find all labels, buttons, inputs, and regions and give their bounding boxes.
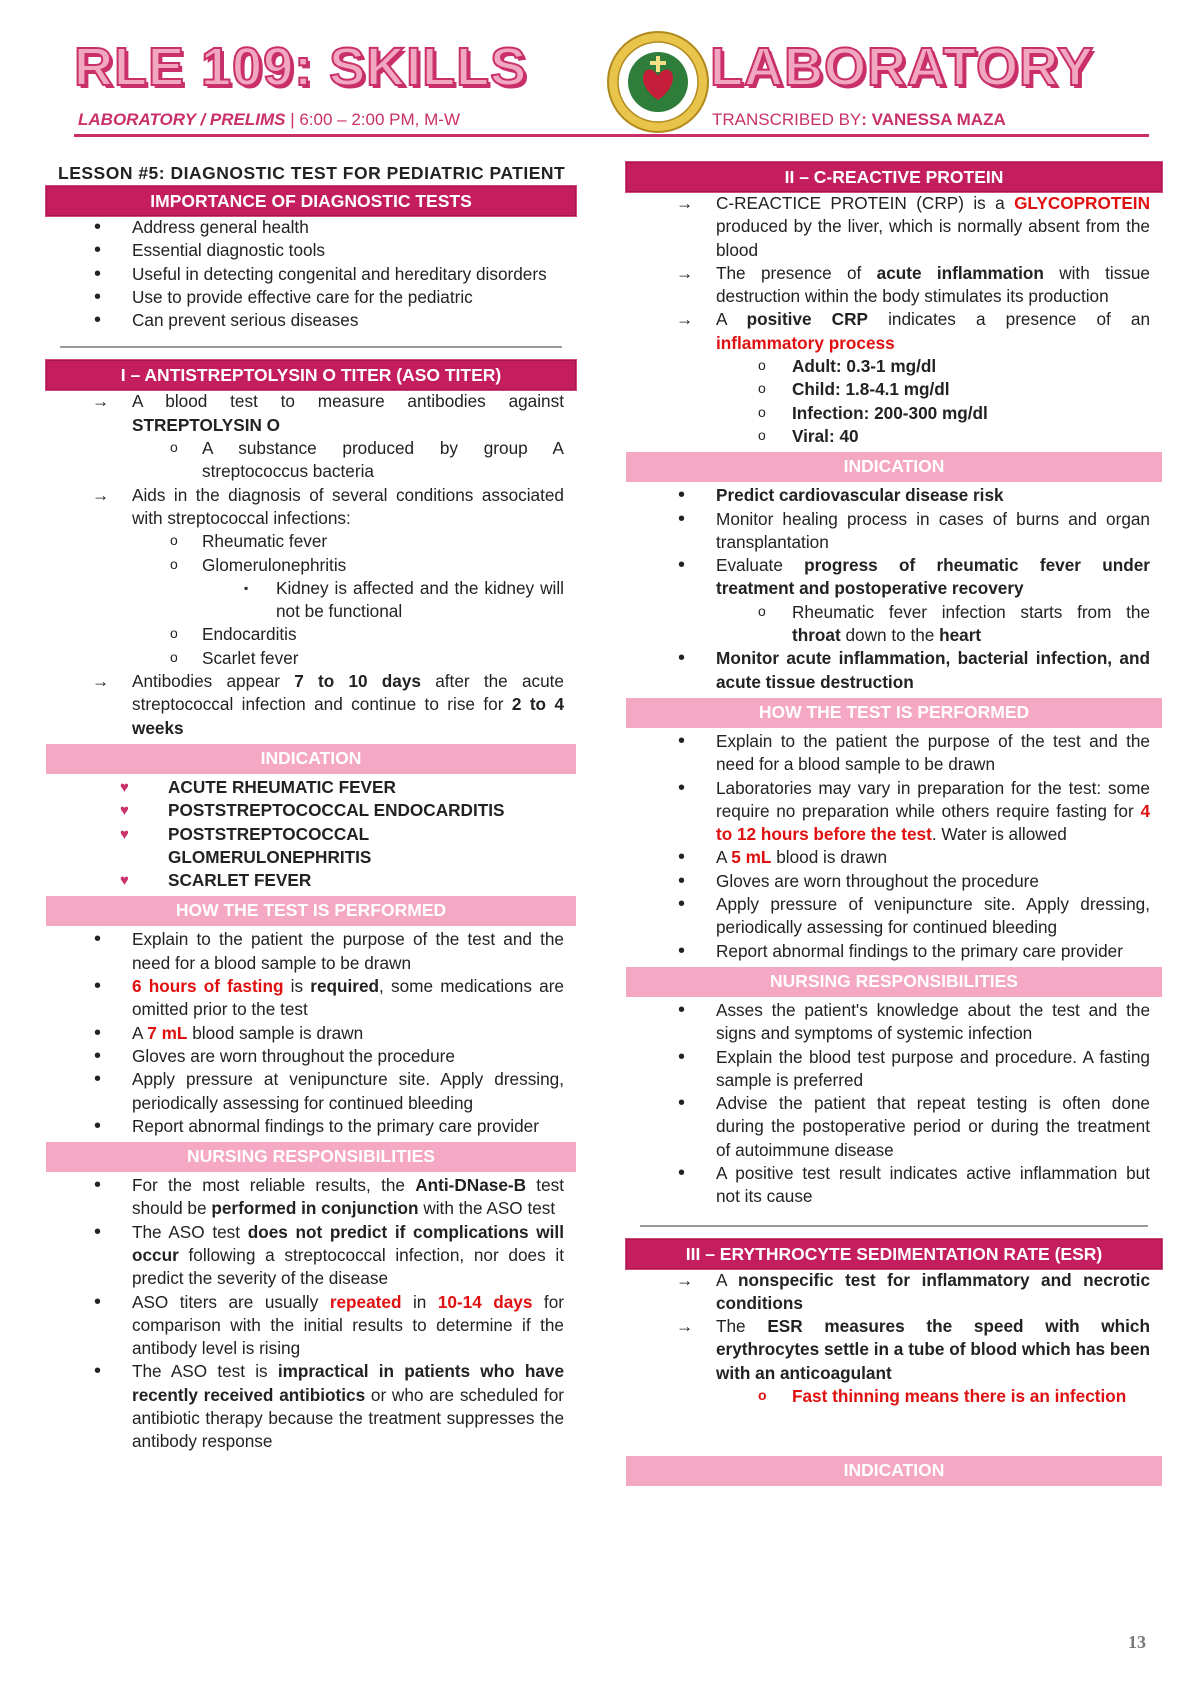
list-item: • A 5 mL blood is drawn [626,846,1162,869]
list-item: • Apply pressure of venipuncture site. Apply dressing, periodically assessing for continued bleeding [626,893,1162,940]
how-header: HOW THE TEST IS PERFORMED [46,896,576,926]
list-item: • Explain the blood test purpose and procedure. A fasting sample is preferred [626,1046,1162,1093]
section-divider [640,1225,1148,1227]
list-item: • Gloves are worn throughout the procedure [46,1045,576,1068]
esr-list [626,1269,1162,1409]
list-item: o Child: 1.8-4.1 mg/dl [626,378,1162,401]
list-item: → The presence of acute inflammation with tissue destruction within the body stimulates its production [626,262,1162,309]
list-item: • A positive test result indicates active inflammation but not its cause [626,1162,1162,1209]
list-item: o Rheumatic fever [46,530,576,553]
esr-header: III – ERYTHROCYTE SEDIMENTATION RATE (ESR) [626,1239,1162,1269]
list-item: • Asses the patient's knowledge about the test and the signs and symptoms of systemic infection [626,999,1162,1046]
list-item: • Can prevent serious diseases [46,309,576,332]
list-item: • Essential diagnostic tools [46,239,576,262]
list-item: • Explain to the patient the purpose of the test and the need for a blood sample to be drawn [626,730,1162,777]
list-item: • ASO titers are usually repeated in 10-14 days for comparison with the initial results to determine if the antibody level is rising [46,1291,576,1361]
list-item: • Evaluate progress of rheumatic fever under treatment and postoperative recovery [626,554,1162,601]
crp-header: II – C-REACTIVE PROTEIN [626,162,1162,192]
nursing-list [626,999,1162,1209]
course-title: RLE 109: SKILLS [74,37,528,97]
indication-header: INDICATION [46,744,576,774]
list-item: o Endocarditis [46,623,576,646]
list-item: • Apply pressure at venipuncture site. Apply dressing, periodically assessing for continued bleeding [46,1068,576,1115]
list-item: • Monitor acute inflammation, bacterial infection, and acute tissue destruction [626,647,1162,694]
page-number: 13 [1128,1632,1146,1652]
list-item: → A positive CRP indicates a presence of an inflammatory process [626,308,1162,355]
nursing-header: NURSING RESPONSIBILITIES [626,967,1162,997]
page-header [60,28,1155,140]
indication-header: INDICATION [626,1456,1162,1486]
aso-header: I – ANTISTREPTOLYSIN O TITER (ASO TITER) [46,360,576,390]
list-item: • Monitor healing process in cases of burns and organ transplantation [626,508,1162,555]
school-seal-logo [606,30,710,134]
transcriber: TRANSCRIBED BY: VANESSA MAZA [712,110,1006,129]
aso-list [46,390,576,739]
list-item: o Adult: 0.3-1 mg/dl [626,355,1162,378]
how-list [46,928,576,1138]
indication-list [46,776,576,892]
how-header: HOW THE TEST IS PERFORMED [626,698,1162,728]
list-item: o Glomerulonephritis [46,554,576,577]
list-item: → A nonspecific test for inflammatory and necrotic conditions [626,1269,1162,1316]
list-item: • Advise the patient that repeat testing is often done during the postoperative period or during the treatment of autoimmune disease [626,1092,1162,1162]
list-item: ♥ SCARLET FEVER [46,869,576,892]
crp-list [626,192,1162,448]
list-item: → A blood test to measure antibodies against STREPTOLYSIN O [46,390,576,437]
list-item: • The ASO test is impractical in patients who have recently received antibiotics or who are scheduled for antibiotic therapy because the treatment suppresses the antibody response [46,1360,576,1453]
list-item: ▪ Kidney is affected and the kidney will not be functional [46,577,576,624]
indication-list [626,484,1162,694]
list-item: • Useful in detecting congenital and hereditary disorders [46,263,576,286]
left-column [46,162,576,1454]
list-item: ♥ POSTSTREPTOCOCCAL GLOMERULONEPHRITIS [46,823,576,870]
list-item: • Explain to the patient the purpose of the test and the need for a blood sample to be drawn [46,928,576,975]
list-item: → Aids in the diagnosis of several conditions associated with streptococcal infections: [46,484,576,531]
list-item: • Report abnormal findings to the primary care provider [626,940,1162,963]
list-item: o Rheumatic fever infection starts from the throat down to the heart [626,601,1162,648]
list-item: o A substance produced by group A streptococcus bacteria [46,437,576,484]
nursing-header: NURSING RESPONSIBILITIES [46,1142,576,1172]
list-item: • Use to provide effective care for the pediatric [46,286,576,309]
schedule: 6:00 – 2:00 PM, M-W [299,110,460,129]
list-item: • Gloves are worn throughout the procedure [626,870,1162,893]
list-item: • A 7 mL blood sample is drawn [46,1022,576,1045]
list-item: • Laboratories may vary in preparation for the test: some require no preparation while others require fasting for 4 to 12 hours before the test. Water is allowed [626,777,1162,847]
right-column [626,162,1162,1488]
list-item: • The ASO test does not predict if complications will occur following a streptococcal infection, nor does it predict the severity of the disease [46,1221,576,1291]
list-item: → The ESR measures the speed with which erythrocytes settle in a tube of blood which has been with an anticoagulant [626,1315,1162,1385]
list-item: o Infection: 200-300 mg/dl [626,402,1162,425]
list-item: o Viral: 40 [626,425,1162,448]
section-divider [60,346,562,348]
list-item: • For the most reliable results, the Anti-DNase-B test should be performed in conjunction with the ASO test [46,1174,576,1221]
header-subtitle: LABORATORY / PRELIMS | 6:00 – 2:00 PM, M-W [78,110,460,129]
list-item: ♥ POSTSTREPTOCOCCAL ENDOCARDITIS [46,799,576,822]
list-item: • 6 hours of fasting is required, some medications are omitted prior to the test [46,975,576,1022]
indication-header: INDICATION [626,452,1162,482]
list-item: o Scarlet fever [46,647,576,670]
list-item: • Address general health [46,216,576,239]
nursing-list [46,1174,576,1454]
importance-header: IMPORTANCE OF DIAGNOSTIC TESTS [46,186,576,216]
how-list [626,730,1162,963]
lesson-title: LESSON #5: DIAGNOSTIC TEST FOR PEDIATRIC PATIENT [58,163,566,183]
list-item: • Report abnormal findings to the primary care provider [46,1115,576,1138]
list-item: • Predict cardiovascular disease risk [626,484,1162,507]
list-item: → Antibodies appear 7 to 10 days after the acute streptococcal infection and continue to rise for 2 to 4 weeks [46,670,576,740]
list-item: ♥ ACUTE RHEUMATIC FEVER [46,776,576,799]
header-divider [74,134,1149,137]
list-item: o Fast thinning means there is an infection [626,1385,1162,1408]
course-title-right: LABORATORY [710,37,1094,97]
importance-list [46,216,576,332]
list-item: → C-REACTICE PROTEIN (CRP) is a GLYCOPROTEIN produced by the liver, which is normally absent from the blood [626,192,1162,262]
